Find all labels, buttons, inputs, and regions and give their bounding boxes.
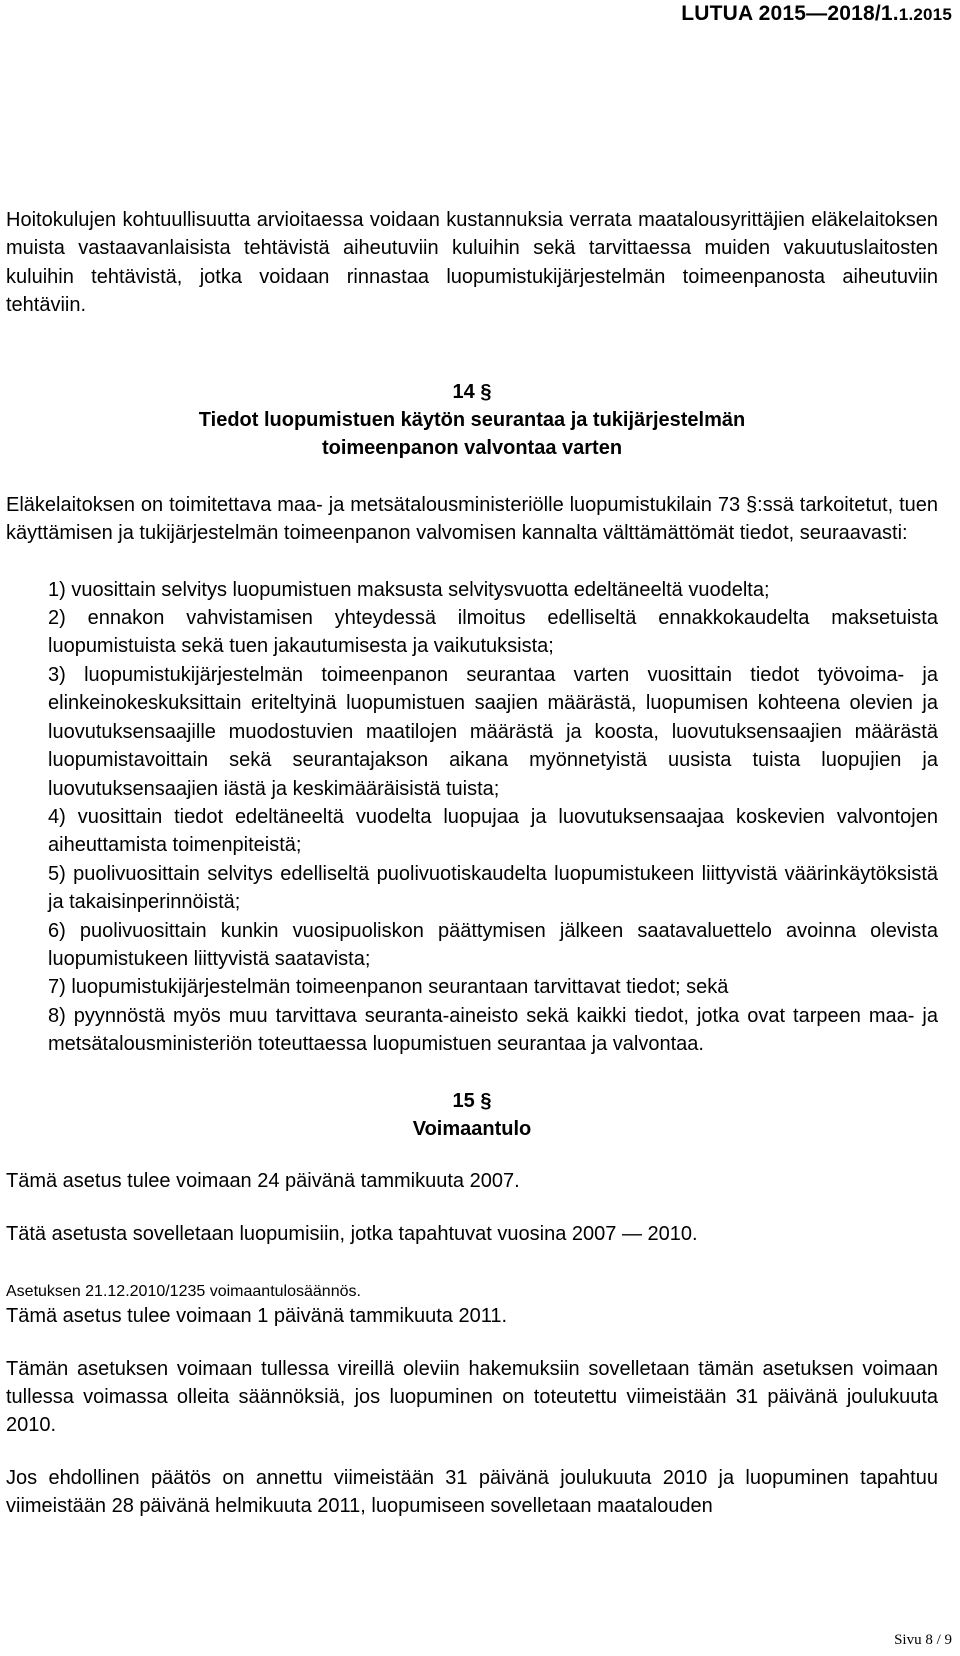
section-15-title: Voimaantulo	[412, 1117, 532, 1140]
section-14-list	[6, 576, 938, 1059]
amendment-effective-paragraph: Tämä asetus tulee voimaan 1 päivänä tammikuuta 2011.	[6, 1305, 508, 1328]
scope-paragraph: Tätä asetusta sovelletaan luopumisiin, jotka tapahtuvat vuosina 2007 — 2010.	[6, 1222, 698, 1245]
amendment-conditional-paragraph: Jos ehdollinen päätös on annettu viimeistään 31 päivänä joulukuuta 2010 ja luopuminen tapahtuu viimeistään 28 päivänä helmikuuta 2011, luopumiseen sovelletaan maatalouden	[6, 1466, 938, 1518]
document-id: LUTUA 2015—2018/1.	[681, 2, 899, 25]
section-14-title-line-1: Tiedot luopumistuen käytön seurantaa ja tukijärjestelmän	[198, 409, 746, 432]
list-item: 8) pyynnöstä myös muu tarvittava seuranta-aineisto sekä kaikki tiedot, jotka ovat tarpeen maa- ja metsätalousministeriön toteuttaessa luopumistuen seurantaa ja valvontaa.	[48, 1004, 938, 1056]
document-header	[681, 2, 952, 26]
list-item: 7) luopumistukijärjestelmän toimeenpanon seurantaan tarvittavat tiedot; sekä	[48, 976, 729, 999]
section-14-title-line-2: toimeenpanon valvontaa varten	[321, 437, 623, 460]
document-body	[6, 206, 938, 1521]
page-number: Sivu 8 / 9	[894, 1632, 952, 1648]
effective-date-paragraph: Tämä asetus tulee voimaan 24 päivänä tammikuuta 2007.	[6, 1170, 520, 1193]
list-item: 1) vuosittain selvitys luopumistuen maksusta selvitysvuotta edeltäneeltä vuodelta;	[48, 578, 770, 601]
intro-paragraph: Hoitokulujen kohtuullisuutta arvioitaessa voidaan kustannuksia verrata maatalousyrittäjien eläkelaitoksen muista vastaavanlaisista tehtävistä aiheutuviin kuluihin sekä tarvittaessa muiden vakuutuslaitosten kuluihin tehtävistä, jotka voidaan rinnastaa luopumistukijärjestelmän toimeenpanosta aiheutuviin tehtäviin.	[6, 209, 938, 317]
section-14-number: 14 §	[452, 380, 492, 403]
document-date: 1.2015	[898, 5, 952, 24]
list-item: 2) ennakon vahvistamisen yhteydessä ilmoitus edelliseltä ennakkokaudelta maksetuista luopumistuista sekä tuen jakautumisesta ja vaikutuksista;	[48, 607, 938, 658]
list-item: 6) puolivuosittain kunkin vuosipuoliskon päättymisen jälkeen saatavaluettelo avoinna olevista luopumistukeen liittyvistä saatavista;	[48, 919, 938, 970]
amendment-note: Asetuksen 21.12.2010/1235 voimaantulosäännös.	[6, 1283, 361, 1301]
section-15-number: 15 §	[452, 1089, 492, 1112]
list-item: 4) vuosittain tiedot edeltäneeltä vuodelta luopujaa ja luovutuksensaajaa koskevien valvontojen aiheuttamista toimenpiteistä;	[48, 805, 938, 857]
amendment-transition-paragraph: Tämän asetuksen voimaan tullessa vireillä oleviin hakemuksiin sovelletaan tämän asetuksen voimaan tullessa voimassa olleita säännöksiä, jos luopuminen on toteutettu viimeistään 31 päivänä joulukuuta 2010.	[6, 1357, 938, 1437]
list-item: 5) puolivuosittain selvitys edelliseltä puolivuotiskaudelta luopumistukeen liittyvistä väärinkäytöksistä ja takaisinperinnöistä;	[48, 862, 938, 914]
list-item: 3) luopumistukijärjestelmän toimeenpanon seurantaa varten vuosittain tiedot työvoima- ja elinkeinokeskuksittain eriteltyinä luopumistuen saajien määrästä, luopumisen kohteena olevien ja luovutuksensaajille muodostuvien maatilojen määrästä ja koosta, luovutuksensaajien määrästä luopumistavoittain sekä seurantajakson aikana myönnetyistä uusista tuista luopujien ja luovutuksensaajien iästä ja keskimääräisistä tuista;	[48, 663, 938, 800]
section-14-body: Eläkelaitoksen on toimitettava maa- ja metsätalousministeriölle luopumistukilain 73 §:ssä tarkoitetut, tuen käyttämisen ja tukijärjestelmän toimeenpanon valvomisen kannalta välttämättömät tiedot, seuraavasti:	[6, 493, 938, 545]
